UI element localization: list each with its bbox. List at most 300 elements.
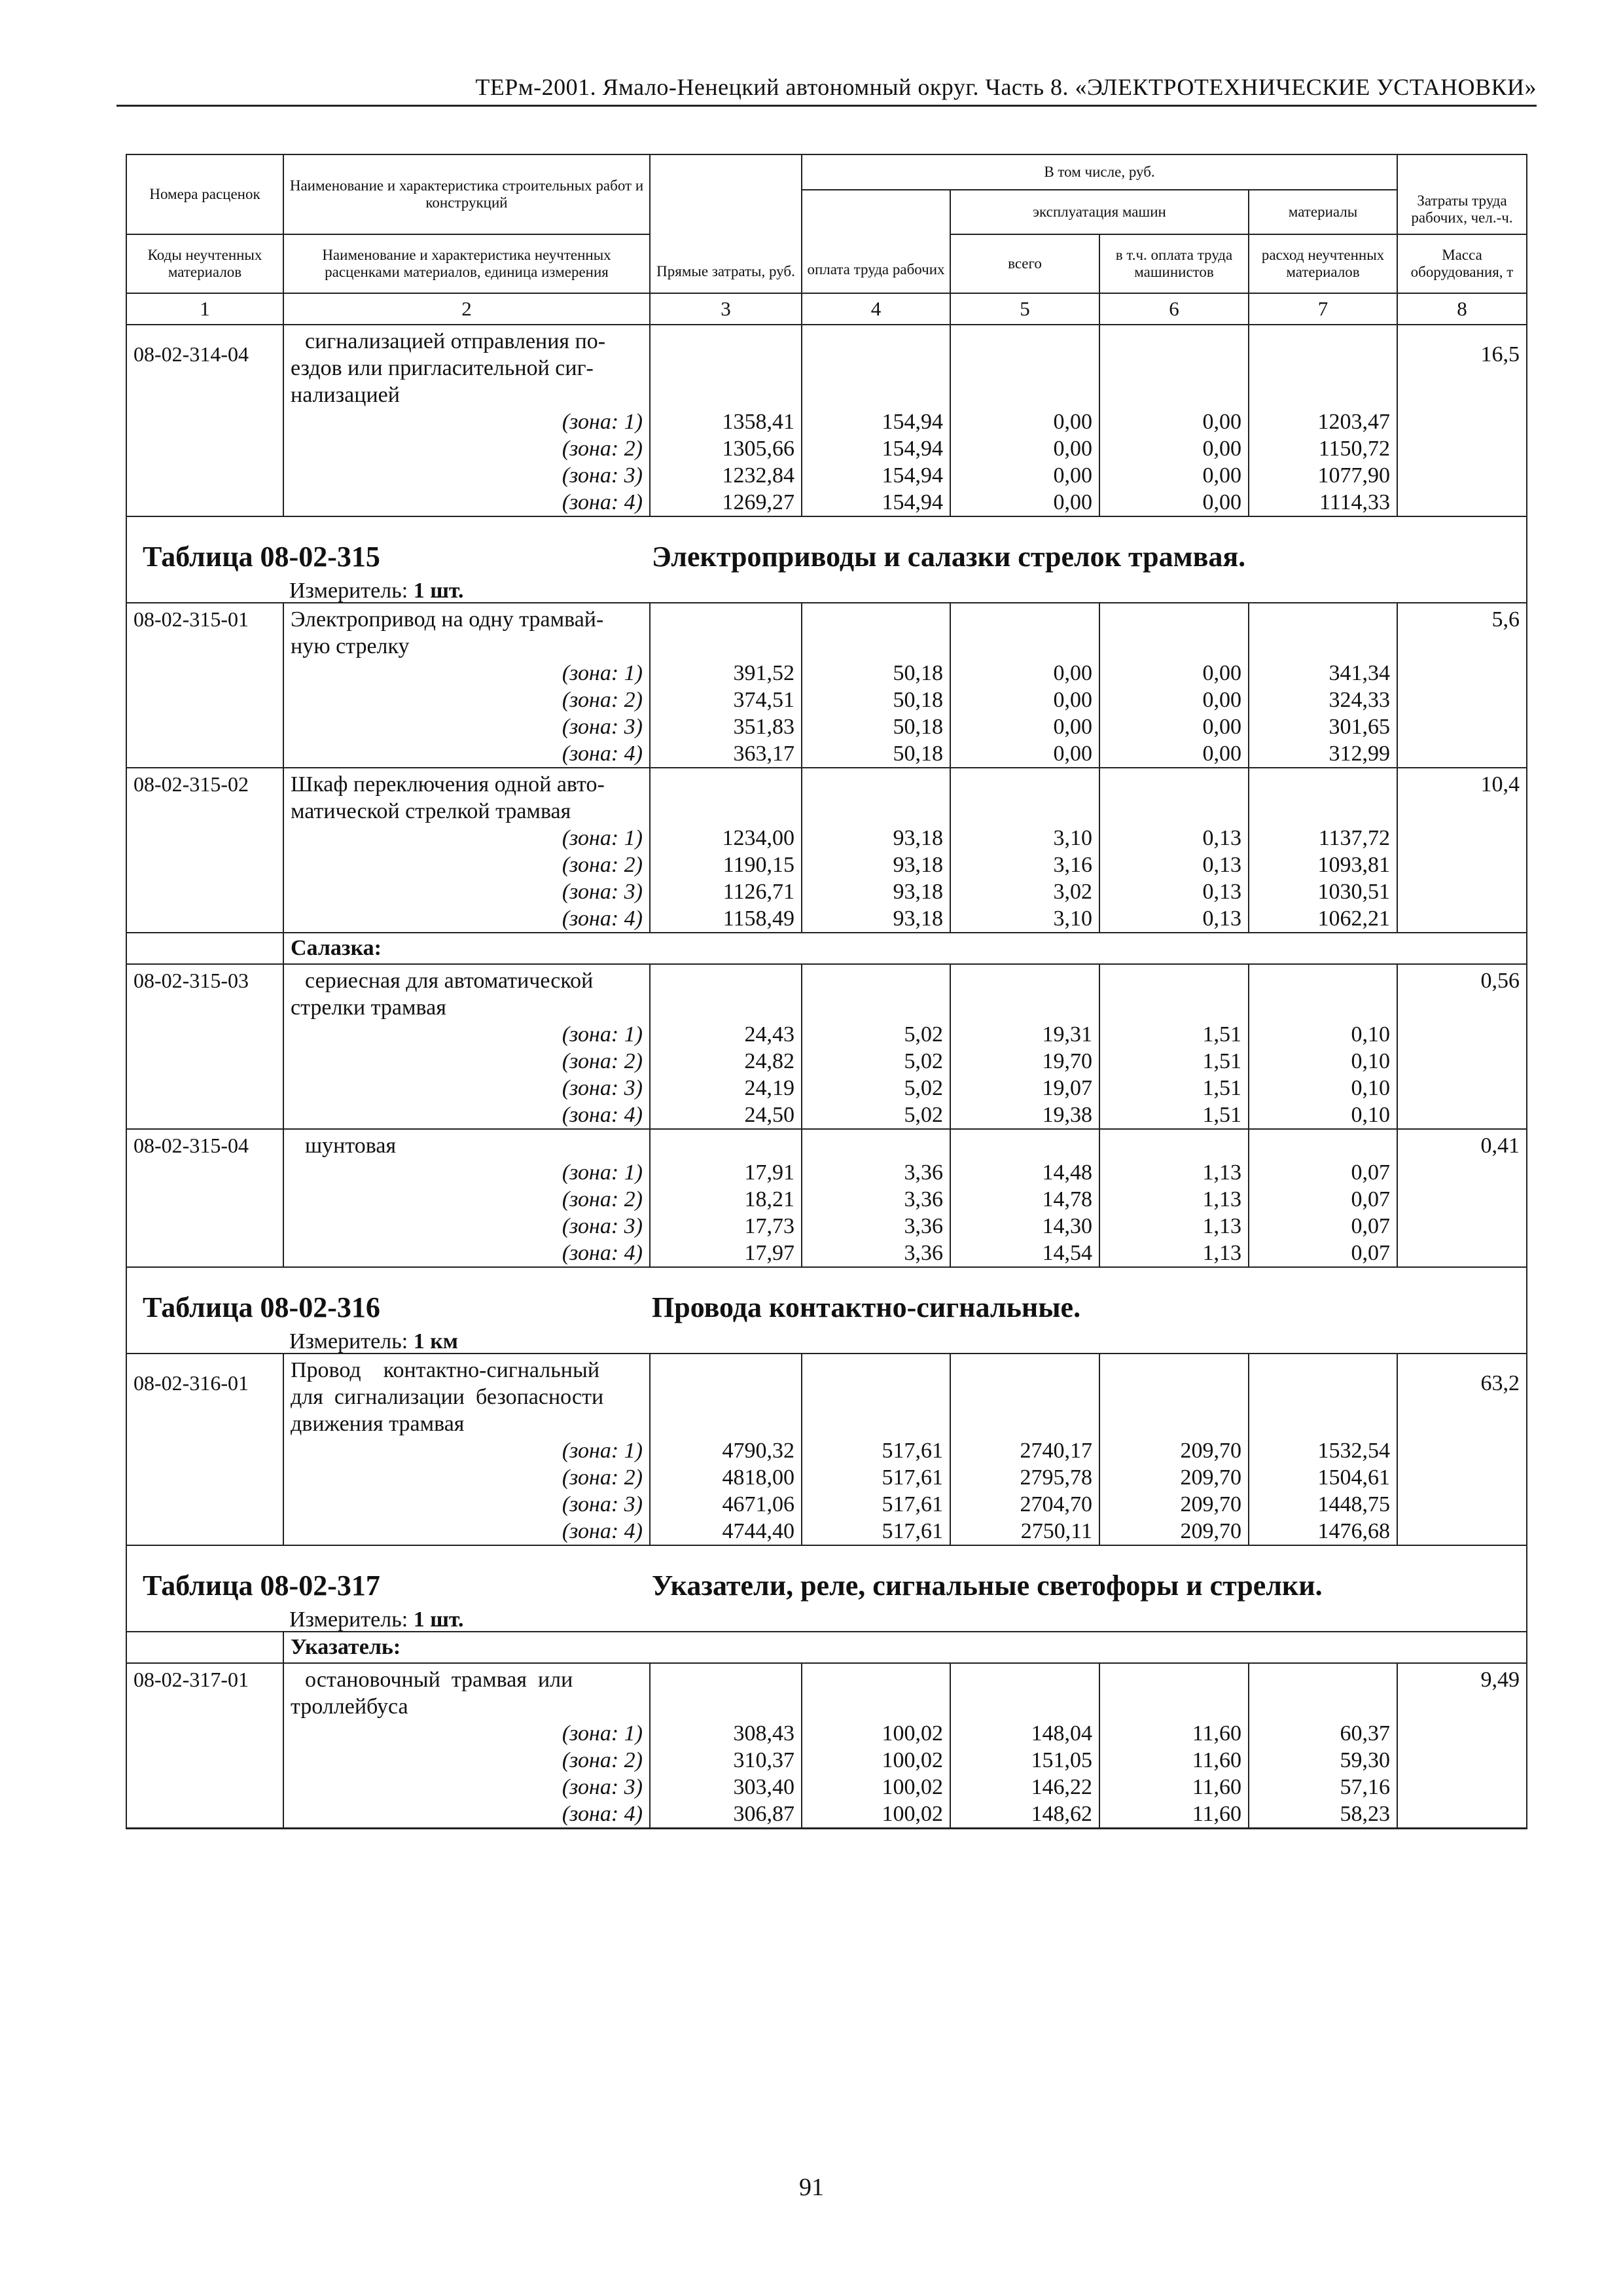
machine-total: 19,38 bbox=[950, 1102, 1099, 1129]
section-header-cell bbox=[126, 1267, 1527, 1354]
zone-row bbox=[126, 1075, 1527, 1102]
labor-cost: 0,41 bbox=[1397, 1129, 1527, 1159]
empty-cell bbox=[1397, 435, 1527, 462]
worker-pay: 3,36 bbox=[802, 1186, 950, 1213]
worker-pay: 517,61 bbox=[802, 1491, 950, 1518]
empty-cell bbox=[126, 489, 283, 516]
direct-cost: 17,97 bbox=[650, 1240, 802, 1267]
subheading-row bbox=[126, 1632, 1527, 1663]
empty-cell bbox=[126, 740, 283, 768]
empty-cell bbox=[1397, 1491, 1527, 1518]
zone-label: (зона: 3) bbox=[283, 713, 650, 740]
empty-cell bbox=[126, 408, 283, 435]
worker-pay: 100,02 bbox=[802, 1747, 950, 1774]
machinist-pay: 1,51 bbox=[1099, 1075, 1249, 1102]
materials-cost: 1030,51 bbox=[1249, 878, 1397, 905]
zone-row bbox=[126, 1720, 1527, 1747]
zone-row bbox=[126, 740, 1527, 768]
empty-cell bbox=[126, 1518, 283, 1545]
column-number: 1 bbox=[126, 293, 283, 325]
incl-header: В том числе, руб. bbox=[802, 154, 1397, 190]
empty-cell bbox=[950, 1663, 1099, 1720]
empty-cell bbox=[802, 1354, 950, 1437]
machinist-pay: 1,13 bbox=[1099, 1213, 1249, 1240]
materials-cost: 301,65 bbox=[1249, 713, 1397, 740]
zone-label: (зона: 3) bbox=[283, 1491, 650, 1518]
empty-cell bbox=[1249, 603, 1397, 660]
section-header bbox=[127, 1546, 1526, 1631]
work-name bbox=[283, 325, 650, 408]
zone-label: (зона: 1) bbox=[283, 1159, 650, 1186]
zone-row bbox=[126, 1774, 1527, 1801]
materials-cost: 0,10 bbox=[1249, 1048, 1397, 1075]
work-name-line: сигнализацией отправления по- bbox=[305, 329, 606, 353]
machine-total: 0,00 bbox=[950, 462, 1099, 489]
item-head-row bbox=[126, 325, 1527, 408]
work-name-line: троллейбуса bbox=[291, 1695, 408, 1719]
machinist-pay: 0,00 bbox=[1099, 435, 1249, 462]
empty-cell bbox=[1249, 1663, 1397, 1720]
work-name-line: движения трамвая bbox=[291, 1412, 465, 1436]
column-numbers-row bbox=[126, 293, 1527, 325]
empty-cell bbox=[126, 462, 283, 489]
empty-cell bbox=[126, 1159, 283, 1186]
direct-cost: 1269,27 bbox=[650, 489, 802, 516]
materials-cost: 324,33 bbox=[1249, 687, 1397, 713]
empty-cell bbox=[126, 905, 283, 933]
machine-total: 14,78 bbox=[950, 1186, 1099, 1213]
empty-cell bbox=[1249, 1354, 1397, 1437]
empty-cell bbox=[802, 964, 950, 1021]
empty-cell bbox=[650, 1354, 802, 1437]
rate-code: 08-02-315-01 bbox=[126, 603, 283, 660]
zone-row bbox=[126, 489, 1527, 516]
empty-cell bbox=[1249, 1129, 1397, 1159]
zone-label: (зона: 4) bbox=[283, 1801, 650, 1829]
machinist-pay: 0,00 bbox=[1099, 408, 1249, 435]
column-number: 5 bbox=[950, 293, 1099, 325]
labor-cost: 0,56 bbox=[1397, 964, 1527, 1021]
work-name bbox=[283, 1354, 650, 1437]
zone-row bbox=[126, 1464, 1527, 1491]
worker-pay: 93,18 bbox=[802, 878, 950, 905]
labor-cost: 63,2 bbox=[1397, 1354, 1527, 1437]
direct-cost: 17,91 bbox=[650, 1159, 802, 1186]
zone-label: (зона: 1) bbox=[283, 825, 650, 852]
empty-cell bbox=[950, 768, 1099, 825]
machinist-pay: 0,13 bbox=[1099, 905, 1249, 933]
measure-label: Измеритель: bbox=[289, 1329, 408, 1354]
machinist-pay: 0,13 bbox=[1099, 825, 1249, 852]
worker-pay: 93,18 bbox=[802, 852, 950, 878]
machine-total: 3,10 bbox=[950, 825, 1099, 852]
empty-cell bbox=[126, 1747, 283, 1774]
machinist-pay: 11,60 bbox=[1099, 1774, 1249, 1801]
empty-cell bbox=[1397, 905, 1527, 933]
rate-code: 08-02-315-02 bbox=[126, 768, 283, 825]
rate-code: 08-02-317-01 bbox=[126, 1663, 283, 1720]
machinist-pay: 11,60 bbox=[1099, 1747, 1249, 1774]
col1-header-bottom: Коды неучтенных материалов bbox=[126, 234, 283, 293]
empty-cell bbox=[126, 1464, 283, 1491]
machinist-pay: 0,00 bbox=[1099, 740, 1249, 768]
empty-cell bbox=[802, 603, 950, 660]
materials-cost: 0,10 bbox=[1249, 1021, 1397, 1048]
empty-cell bbox=[1397, 1518, 1527, 1545]
zone-label: (зона: 4) bbox=[283, 1102, 650, 1129]
empty-cell bbox=[126, 1075, 283, 1102]
direct-cost: 24,82 bbox=[650, 1048, 802, 1075]
machinist-pay: 1,51 bbox=[1099, 1102, 1249, 1129]
empty-cell bbox=[1397, 878, 1527, 905]
materials-cost: 341,34 bbox=[1249, 660, 1397, 687]
zone-label: (зона: 2) bbox=[283, 435, 650, 462]
zone-row bbox=[126, 1518, 1527, 1545]
materials-cost: 312,99 bbox=[1249, 740, 1397, 768]
col1-header-top: Номера расценок bbox=[126, 154, 283, 234]
zone-row bbox=[126, 1021, 1527, 1048]
zone-row bbox=[126, 1102, 1527, 1129]
empty-cell bbox=[1397, 1464, 1527, 1491]
work-name-line: матической стрелкой трамвая bbox=[291, 799, 571, 823]
empty-cell bbox=[1099, 1354, 1249, 1437]
machines-header: эксплуатация машин bbox=[950, 190, 1249, 234]
col5-header: всего bbox=[950, 234, 1099, 293]
zone-row bbox=[126, 1186, 1527, 1213]
section-header-cell bbox=[126, 516, 1527, 603]
machine-total: 19,70 bbox=[950, 1048, 1099, 1075]
work-name bbox=[283, 1129, 650, 1159]
work-name-line: остановочный трамвая или bbox=[305, 1668, 573, 1692]
machine-total: 0,00 bbox=[950, 489, 1099, 516]
empty-cell bbox=[1397, 1186, 1527, 1213]
materials-cost: 1077,90 bbox=[1249, 462, 1397, 489]
work-name bbox=[283, 768, 650, 825]
materials-cost: 0,07 bbox=[1249, 1213, 1397, 1240]
machinist-pay: 209,70 bbox=[1099, 1437, 1249, 1464]
direct-cost: 1158,49 bbox=[650, 905, 802, 933]
col7-header-bottom: расход неучтенных материалов bbox=[1249, 234, 1397, 293]
machinist-pay: 0,00 bbox=[1099, 713, 1249, 740]
zone-label: (зона: 2) bbox=[283, 687, 650, 713]
empty-cell bbox=[950, 325, 1099, 408]
machinist-pay: 11,60 bbox=[1099, 1801, 1249, 1829]
section-measure bbox=[289, 577, 464, 604]
zone-label: (зона: 2) bbox=[283, 1048, 650, 1075]
work-name-line: для сигнализации безопасности bbox=[291, 1385, 604, 1409]
empty-cell bbox=[1397, 687, 1527, 713]
machinist-pay: 0,13 bbox=[1099, 878, 1249, 905]
worker-pay: 93,18 bbox=[802, 905, 950, 933]
empty-cell bbox=[1397, 852, 1527, 878]
zone-label: (зона: 2) bbox=[283, 1464, 650, 1491]
direct-cost: 1126,71 bbox=[650, 878, 802, 905]
zone-row bbox=[126, 1240, 1527, 1267]
item-head-row bbox=[126, 964, 1527, 1021]
direct-cost: 308,43 bbox=[650, 1720, 802, 1747]
empty-cell bbox=[1397, 1437, 1527, 1464]
empty-cell bbox=[650, 1129, 802, 1159]
machine-total: 148,62 bbox=[950, 1801, 1099, 1829]
direct-cost: 18,21 bbox=[650, 1186, 802, 1213]
zone-label: (зона: 4) bbox=[283, 740, 650, 768]
materials-cost: 1504,61 bbox=[1249, 1464, 1397, 1491]
rates-table-wrapper bbox=[126, 154, 1526, 1829]
zone-row bbox=[126, 825, 1527, 852]
rate-code: 08-02-316-01 bbox=[126, 1354, 283, 1437]
worker-pay: 5,02 bbox=[802, 1075, 950, 1102]
empty-cell bbox=[126, 1491, 283, 1518]
worker-pay: 517,61 bbox=[802, 1437, 950, 1464]
empty-cell bbox=[1397, 660, 1527, 687]
empty-cell bbox=[1397, 1801, 1527, 1829]
direct-cost: 24,50 bbox=[650, 1102, 802, 1129]
worker-pay: 154,94 bbox=[802, 489, 950, 516]
worker-pay: 100,02 bbox=[802, 1774, 950, 1801]
direct-cost: 24,43 bbox=[650, 1021, 802, 1048]
empty-cell bbox=[126, 713, 283, 740]
empty-cell bbox=[126, 1240, 283, 1267]
labor-cost: 16,5 bbox=[1397, 325, 1527, 408]
col6-header: в т.ч. оплата труда машинистов bbox=[1099, 234, 1249, 293]
section-description: Электроприводы и салазки стрелок трамвая. bbox=[652, 541, 1246, 573]
measure-unit: 1 км bbox=[413, 1329, 458, 1354]
machinist-pay: 0,00 bbox=[1099, 660, 1249, 687]
machine-total: 2740,17 bbox=[950, 1437, 1099, 1464]
table-header bbox=[126, 154, 1527, 325]
zone-label: (зона: 4) bbox=[283, 1240, 650, 1267]
machinist-pay: 209,70 bbox=[1099, 1464, 1249, 1491]
direct-cost: 17,73 bbox=[650, 1213, 802, 1240]
direct-cost: 1305,66 bbox=[650, 435, 802, 462]
machine-total: 14,48 bbox=[950, 1159, 1099, 1186]
col7-header-top: материалы bbox=[1249, 190, 1397, 234]
labor-cost: 9,49 bbox=[1397, 1663, 1527, 1720]
work-name bbox=[283, 1663, 650, 1720]
worker-pay: 5,02 bbox=[802, 1102, 950, 1129]
materials-cost: 0,07 bbox=[1249, 1240, 1397, 1267]
materials-cost: 1476,68 bbox=[1249, 1518, 1397, 1545]
zone-row bbox=[126, 1213, 1527, 1240]
labor-cost: 10,4 bbox=[1397, 768, 1527, 825]
machinist-pay: 0,00 bbox=[1099, 687, 1249, 713]
worker-pay: 5,02 bbox=[802, 1021, 950, 1048]
empty-cell bbox=[126, 825, 283, 852]
worker-pay: 3,36 bbox=[802, 1213, 950, 1240]
worker-pay: 100,02 bbox=[802, 1801, 950, 1829]
direct-cost: 306,87 bbox=[650, 1801, 802, 1829]
section-header bbox=[127, 517, 1526, 602]
empty-cell bbox=[802, 325, 950, 408]
item-head-row bbox=[126, 1663, 1527, 1720]
machinist-pay: 1,13 bbox=[1099, 1186, 1249, 1213]
empty-cell bbox=[126, 1720, 283, 1747]
worker-pay: 50,18 bbox=[802, 660, 950, 687]
section-header bbox=[127, 1268, 1526, 1353]
worker-pay: 517,61 bbox=[802, 1464, 950, 1491]
zone-label: (зона: 4) bbox=[283, 1518, 650, 1545]
item-head-row bbox=[126, 1129, 1527, 1159]
section-measure bbox=[289, 1328, 458, 1355]
section-table-title: Таблица 08-02-316 bbox=[143, 1291, 380, 1323]
zone-label: (зона: 1) bbox=[283, 1437, 650, 1464]
empty-cell bbox=[1397, 489, 1527, 516]
col3-header: Прямые затраты, руб. bbox=[650, 154, 802, 293]
section-table-title: Таблица 08-02-315 bbox=[143, 541, 380, 573]
empty-cell bbox=[126, 933, 283, 964]
zone-row bbox=[126, 1159, 1527, 1186]
zone-row bbox=[126, 1801, 1527, 1829]
worker-pay: 50,18 bbox=[802, 713, 950, 740]
direct-cost: 4818,00 bbox=[650, 1464, 802, 1491]
machine-total: 2750,11 bbox=[950, 1518, 1099, 1545]
materials-cost: 1114,33 bbox=[1249, 489, 1397, 516]
worker-pay: 154,94 bbox=[802, 435, 950, 462]
machinist-pay: 0,13 bbox=[1099, 852, 1249, 878]
machinist-pay: 209,70 bbox=[1099, 1491, 1249, 1518]
machine-total: 19,07 bbox=[950, 1075, 1099, 1102]
direct-cost: 1358,41 bbox=[650, 408, 802, 435]
zone-label: (зона: 2) bbox=[283, 1747, 650, 1774]
machine-total: 2795,78 bbox=[950, 1464, 1099, 1491]
direct-cost: 363,17 bbox=[650, 740, 802, 768]
machine-total: 19,31 bbox=[950, 1021, 1099, 1048]
direct-cost: 351,83 bbox=[650, 713, 802, 740]
section-header-row bbox=[126, 1267, 1527, 1354]
zone-row bbox=[126, 1437, 1527, 1464]
direct-cost: 4744,40 bbox=[650, 1518, 802, 1545]
col2-header-bottom: Наименование и характеристика неучтенных расценками материалов, единица измерения bbox=[283, 234, 650, 293]
machine-total: 0,00 bbox=[950, 435, 1099, 462]
empty-cell bbox=[1397, 1774, 1527, 1801]
machinist-pay: 0,00 bbox=[1099, 489, 1249, 516]
materials-cost: 57,16 bbox=[1249, 1774, 1397, 1801]
zone-label: (зона: 3) bbox=[283, 1213, 650, 1240]
running-header: ТЕРм-2001. Ямало-Ненецкий автономный округ. Часть 8. «ЭЛЕКТРОТЕХНИЧЕСКИЕ УСТАНОВКИ» bbox=[475, 74, 1537, 100]
empty-cell bbox=[802, 1663, 950, 1720]
section-measure bbox=[289, 1606, 464, 1633]
materials-cost: 1150,72 bbox=[1249, 435, 1397, 462]
worker-pay: 5,02 bbox=[802, 1048, 950, 1075]
work-name-line: Шкаф переключения одной авто- bbox=[291, 772, 605, 797]
direct-cost: 4671,06 bbox=[650, 1491, 802, 1518]
empty-cell bbox=[1397, 408, 1527, 435]
machinist-pay: 1,51 bbox=[1099, 1048, 1249, 1075]
machinist-pay: 1,51 bbox=[1099, 1021, 1249, 1048]
measure-unit: 1 шт. bbox=[413, 1607, 464, 1632]
zone-row bbox=[126, 905, 1527, 933]
rate-code: 08-02-315-03 bbox=[126, 964, 283, 1021]
header-rule bbox=[116, 105, 1537, 107]
machinist-pay: 209,70 bbox=[1099, 1518, 1249, 1545]
empty-cell bbox=[950, 1129, 1099, 1159]
zone-label: (зона: 1) bbox=[283, 1720, 650, 1747]
measure-label: Измеритель: bbox=[289, 579, 408, 603]
empty-cell bbox=[126, 1102, 283, 1129]
empty-cell bbox=[126, 1213, 283, 1240]
zone-row bbox=[126, 852, 1527, 878]
empty-cell bbox=[126, 1048, 283, 1075]
rate-code: 08-02-314-04 bbox=[126, 325, 283, 408]
direct-cost: 1234,00 bbox=[650, 825, 802, 852]
machine-total: 14,30 bbox=[950, 1213, 1099, 1240]
empty-cell bbox=[950, 603, 1099, 660]
empty-cell bbox=[650, 325, 802, 408]
column-number: 3 bbox=[650, 293, 802, 325]
empty-cell bbox=[1099, 768, 1249, 825]
section-header-row bbox=[126, 1545, 1527, 1632]
zone-label: (зона: 2) bbox=[283, 1186, 650, 1213]
empty-cell bbox=[802, 1129, 950, 1159]
empty-cell bbox=[650, 768, 802, 825]
machine-total: 146,22 bbox=[950, 1774, 1099, 1801]
materials-cost: 58,23 bbox=[1249, 1801, 1397, 1829]
col8-header-bottom: Масса оборудования, т bbox=[1397, 234, 1527, 293]
machinist-pay: 1,13 bbox=[1099, 1159, 1249, 1186]
column-number: 8 bbox=[1397, 293, 1527, 325]
worker-pay: 517,61 bbox=[802, 1518, 950, 1545]
materials-cost: 1137,72 bbox=[1249, 825, 1397, 852]
materials-cost: 1532,54 bbox=[1249, 1437, 1397, 1464]
materials-cost: 59,30 bbox=[1249, 1747, 1397, 1774]
empty-cell bbox=[1249, 325, 1397, 408]
machine-total: 0,00 bbox=[950, 660, 1099, 687]
machine-total: 148,04 bbox=[950, 1720, 1099, 1747]
worker-pay: 3,36 bbox=[802, 1159, 950, 1186]
worker-pay: 50,18 bbox=[802, 687, 950, 713]
worker-pay: 93,18 bbox=[802, 825, 950, 852]
work-name bbox=[283, 603, 650, 660]
empty-cell bbox=[126, 1801, 283, 1829]
empty-cell bbox=[1099, 603, 1249, 660]
empty-cell bbox=[1249, 768, 1397, 825]
direct-cost: 4790,32 bbox=[650, 1437, 802, 1464]
work-name bbox=[283, 964, 650, 1021]
empty-cell bbox=[1099, 1663, 1249, 1720]
section-header-row bbox=[126, 516, 1527, 603]
item-head-row bbox=[126, 768, 1527, 825]
zone-row bbox=[126, 435, 1527, 462]
machine-total: 2704,70 bbox=[950, 1491, 1099, 1518]
section-description: Указатели, реле, сигнальные светофоры и стрелки. bbox=[652, 1570, 1323, 1602]
zone-label: (зона: 3) bbox=[283, 462, 650, 489]
zone-row bbox=[126, 878, 1527, 905]
empty-cell bbox=[1099, 1129, 1249, 1159]
work-name-line: Провод контактно-сигнальный bbox=[291, 1358, 600, 1382]
direct-cost: 303,40 bbox=[650, 1774, 802, 1801]
col4-header: оплата труда рабочих bbox=[802, 190, 950, 293]
empty-cell bbox=[126, 1437, 283, 1464]
empty-cell bbox=[126, 878, 283, 905]
empty-cell bbox=[126, 1632, 283, 1663]
work-name-line: стрелки трамвая bbox=[291, 996, 446, 1020]
empty-cell bbox=[1397, 825, 1527, 852]
empty-cell bbox=[1397, 1048, 1527, 1075]
empty-cell bbox=[802, 768, 950, 825]
empty-cell bbox=[126, 687, 283, 713]
empty-cell bbox=[1099, 325, 1249, 408]
empty-cell bbox=[950, 964, 1099, 1021]
machine-total: 0,00 bbox=[950, 740, 1099, 768]
subheading-row bbox=[126, 933, 1527, 964]
empty-cell bbox=[650, 603, 802, 660]
zone-row bbox=[126, 462, 1527, 489]
materials-cost: 0,07 bbox=[1249, 1186, 1397, 1213]
empty-cell bbox=[1099, 964, 1249, 1021]
empty-cell bbox=[1397, 1213, 1527, 1240]
worker-pay: 154,94 bbox=[802, 408, 950, 435]
machine-total: 0,00 bbox=[950, 713, 1099, 740]
